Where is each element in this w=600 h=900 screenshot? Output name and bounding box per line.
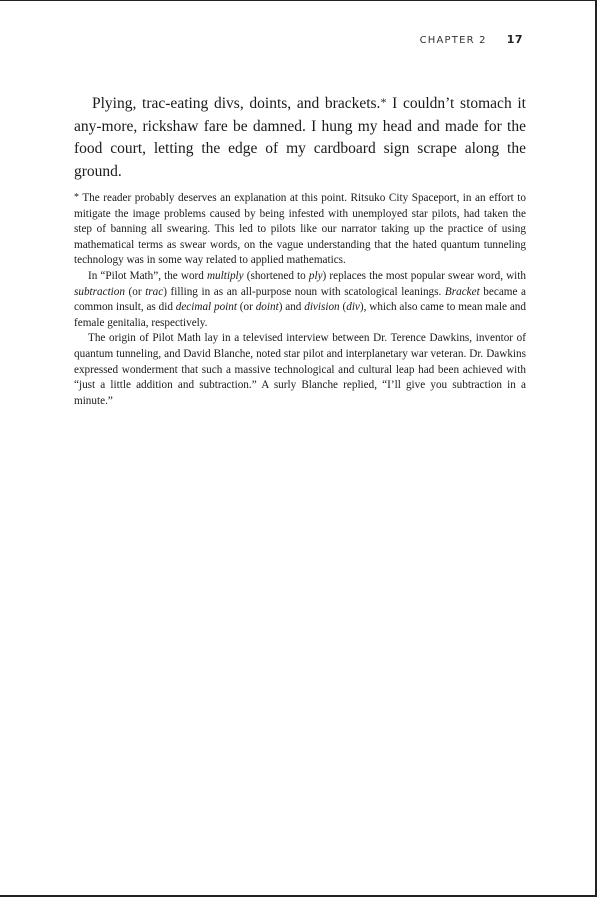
term-div: div — [346, 301, 360, 314]
footnote-text: became a common insult, as did — [74, 285, 527, 314]
body-text-part: I couldn’t stomach it any-more, rickshaw fare be damned. I hung my head and made for the food court, letting the edge of my cardboard sign scrape along the ground. — [74, 95, 526, 180]
term-division: division — [304, 301, 340, 314]
footnote-text: (shortened to — [243, 269, 309, 282]
term-trac: trac — [145, 285, 164, 298]
main-text — [74, 91, 526, 183]
footnote-paragraph-3 — [74, 331, 526, 409]
footnote-paragraph-1 — [74, 190, 526, 269]
running-header — [420, 33, 523, 46]
page-number: 17 — [506, 33, 523, 46]
term-bracket: Bracket — [444, 285, 480, 298]
footnote-text: ( — [339, 301, 347, 314]
term-doint: doint — [255, 301, 279, 314]
term-decimal-point: decimal point — [175, 301, 237, 314]
term-ply: ply — [308, 269, 323, 282]
term-multiply: multiply — [206, 269, 244, 282]
footnote-text: In “Pilot Math”, the word — [88, 269, 207, 282]
footnote-text: The reader probably deserves an explanation at this point. Ritsuko City Spaceport, in an effort to mitigate the image problems caused by being infested with unemployed star pilots, had taken the step of banning all swearing. This led to pilots like our narrator taking up the practice of using mathematical terms as swear words, on the vague understanding that the hated quantum tunneling technology was in some way related to applied mathematics. — [74, 192, 526, 267]
term-subtraction: subtraction — [74, 285, 125, 298]
body-paragraph — [74, 91, 526, 183]
footnote-text: ) replaces the most popular swear word, with — [322, 269, 526, 282]
chapter-label: CHAPTER 2 — [419, 35, 487, 46]
footnote-star: * — [74, 192, 79, 203]
body-text-part: Plying, trac-eating divs, doints, and brackets. — [92, 95, 381, 112]
footnote-block — [74, 190, 526, 409]
footnote-text: ), which also came to mean male and female genitalia, respectively. — [74, 301, 526, 329]
footnote-text: (or — [124, 285, 146, 298]
footnote-paragraph-2 — [74, 269, 526, 331]
footnote-text: ) filling in as an all-purpose noun with scatological leanings. — [163, 285, 445, 298]
footnote-marker-star: * — [380, 95, 387, 109]
footnote-text: (or — [236, 301, 256, 314]
footnote-text: The origin of Pilot Math lay in a televised interview between Dr. Terence Dawkins, inventor of quantum tunneling, and David Blanche, noted star pilot and interplanetary war veteran. Dr. Dawkins expressed wonderment that such a massive technological and cultural leap had been achieved with “just a little addition and subtraction.” A surly Blanche replied, “I’ll give you subtraction in a minute.” — [74, 332, 526, 407]
footnote-text: ) and — [278, 301, 305, 314]
